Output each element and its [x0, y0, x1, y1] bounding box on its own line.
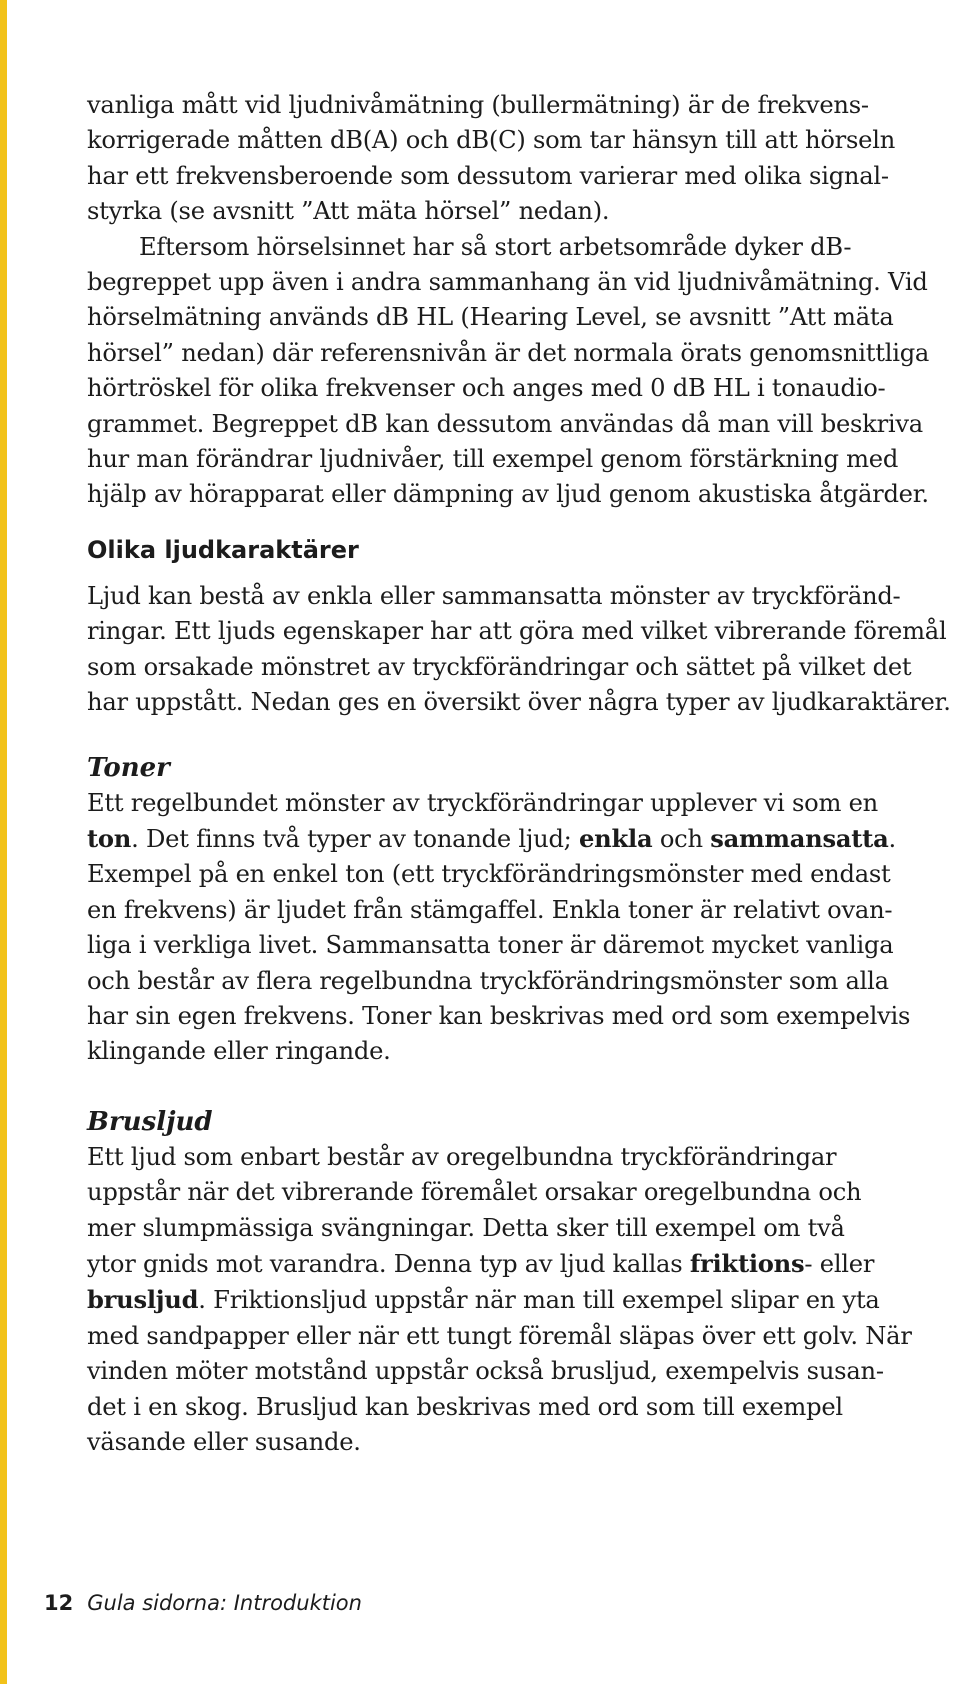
text-line: ringar. Ett ljuds egenskaper har att göra med vilket vibrerande föremål — [87, 617, 947, 646]
text-line — [87, 1282, 952, 1318]
term-friktions: friktions — [689, 1248, 805, 1278]
text-line — [87, 1246, 952, 1282]
text-line: Ett ljud som enbart består av oregelbundna tryckförändringar — [87, 1142, 837, 1171]
text-line: klingande eller ringande. — [87, 1037, 391, 1066]
text-line: hur man förändrar ljudnivåer, till exempel genom förstärkning med — [87, 445, 899, 474]
text-line: uppstår när det vibrerande föremålet orsakar oregelbundna och — [87, 1178, 862, 1207]
brusljud-paragraph — [87, 1140, 952, 1461]
text-line: Ett regelbundet mönster av tryckförändringar upplever vi som en — [87, 788, 878, 817]
page-content — [87, 88, 952, 1460]
text-run: . — [888, 824, 896, 853]
text-line: begreppet upp även i andra sammanhang än vid ljudnivåmätning. Vid — [87, 268, 928, 297]
text-line: Eftersom hörselsinnet har så stort arbetsområde dyker dB- — [139, 232, 852, 261]
page-number: 12 — [44, 1591, 74, 1615]
running-footer-title: Gula sidorna: Introduktion — [87, 1591, 362, 1615]
text-line: Exempel på en enkel ton (ett tryckförändringsmönster med endast — [87, 860, 891, 889]
text-line: korrigerade måtten dB(A) och dB(C) som tar hänsyn till att hörseln — [87, 126, 896, 155]
text-run: ytor gnids mot varandra. Denna typ av ljud kallas — [87, 1249, 690, 1278]
text-line: hörsel” nedan) där referensnivån är det normala örats genomsnittliga — [87, 338, 930, 367]
text-line: grammet. Begreppet dB kan dessutom användas då man vill beskriva — [87, 409, 923, 438]
text-run: - eller — [804, 1249, 875, 1278]
text-line: har ett frekvensberoende som dessutom varierar med olika signal- — [87, 161, 889, 190]
text-line: hörtröskel för olika frekvenser och anges med 0 dB HL i tonaudio- — [87, 374, 886, 403]
term-ton: ton — [87, 823, 132, 853]
text-line: har sin egen frekvens. Toner kan beskrivas med ord som exempelvis — [87, 1001, 911, 1030]
text-line: vinden möter motstånd uppstår också brusljud, exempelvis susan- — [87, 1357, 884, 1386]
term-sammansatta: sammansatta — [710, 823, 889, 853]
text-line: har uppstått. Nedan ges en översikt över några typer av ljudkaraktärer. — [87, 688, 951, 717]
text-line: hjälp av hörapparat eller dämpning av ljud genom akustiska åtgärder. — [87, 480, 929, 509]
toner-paragraph — [87, 786, 952, 1070]
text-line: väsande eller susande. — [87, 1428, 361, 1456]
term-brusljud: brusljud — [87, 1285, 199, 1315]
term-enkla: enkla — [579, 823, 653, 853]
text-run: och — [652, 824, 711, 853]
text-line: som orsakade mönstret av tryckförändringar och sättet på vilket det — [87, 652, 912, 681]
text-line: vanliga mått vid ljudnivåmätning (bullermätning) är de frekvens- — [87, 91, 869, 119]
text-run: . Friktionsljud uppstår när man till exempel slipar en yta — [198, 1286, 880, 1315]
text-line: en frekvens) är ljudet från stämgaffel. Enkla toner är relativt ovan- — [87, 895, 893, 924]
text-line: hörselmätning används dB HL (Hearing Level, se avsnitt ”Att mäta — [87, 303, 894, 332]
text-line: Ljud kan bestå av enkla eller sammansatta mönster av tryckföränd- — [87, 581, 901, 610]
section-intro-paragraph — [87, 579, 952, 721]
text-line: det i en skog. Brusljud kan beskrivas med ord som till exempel — [87, 1392, 843, 1421]
page-edge-accent-bar — [0, 0, 7, 1684]
section-heading: Olika ljudkaraktärer — [87, 535, 359, 564]
text-line: mer slumpmässiga svängningar. Detta sker till exempel om två — [87, 1213, 845, 1242]
toner-heading: Toner — [87, 752, 170, 783]
db-hl-paragraph — [87, 230, 952, 513]
text-line: med sandpapper eller när ett tungt föremål släpas över ett golv. När — [87, 1321, 912, 1350]
page-footer — [44, 1588, 362, 1618]
intro-paragraph — [87, 88, 952, 230]
text-line — [87, 821, 952, 857]
text-line: liga i verkliga livet. Sammansatta toner är däremot mycket vanliga — [87, 931, 894, 960]
text-line: och består av flera regelbundna tryckförändringsmönster som alla — [87, 966, 889, 995]
text-run: . Det finns två typer av tonande ljud; — [131, 824, 580, 853]
text-line: styrka (se avsnitt ”Att mäta hörsel” nedan). — [87, 197, 610, 226]
brusljud-heading: Brusljud — [87, 1106, 213, 1137]
